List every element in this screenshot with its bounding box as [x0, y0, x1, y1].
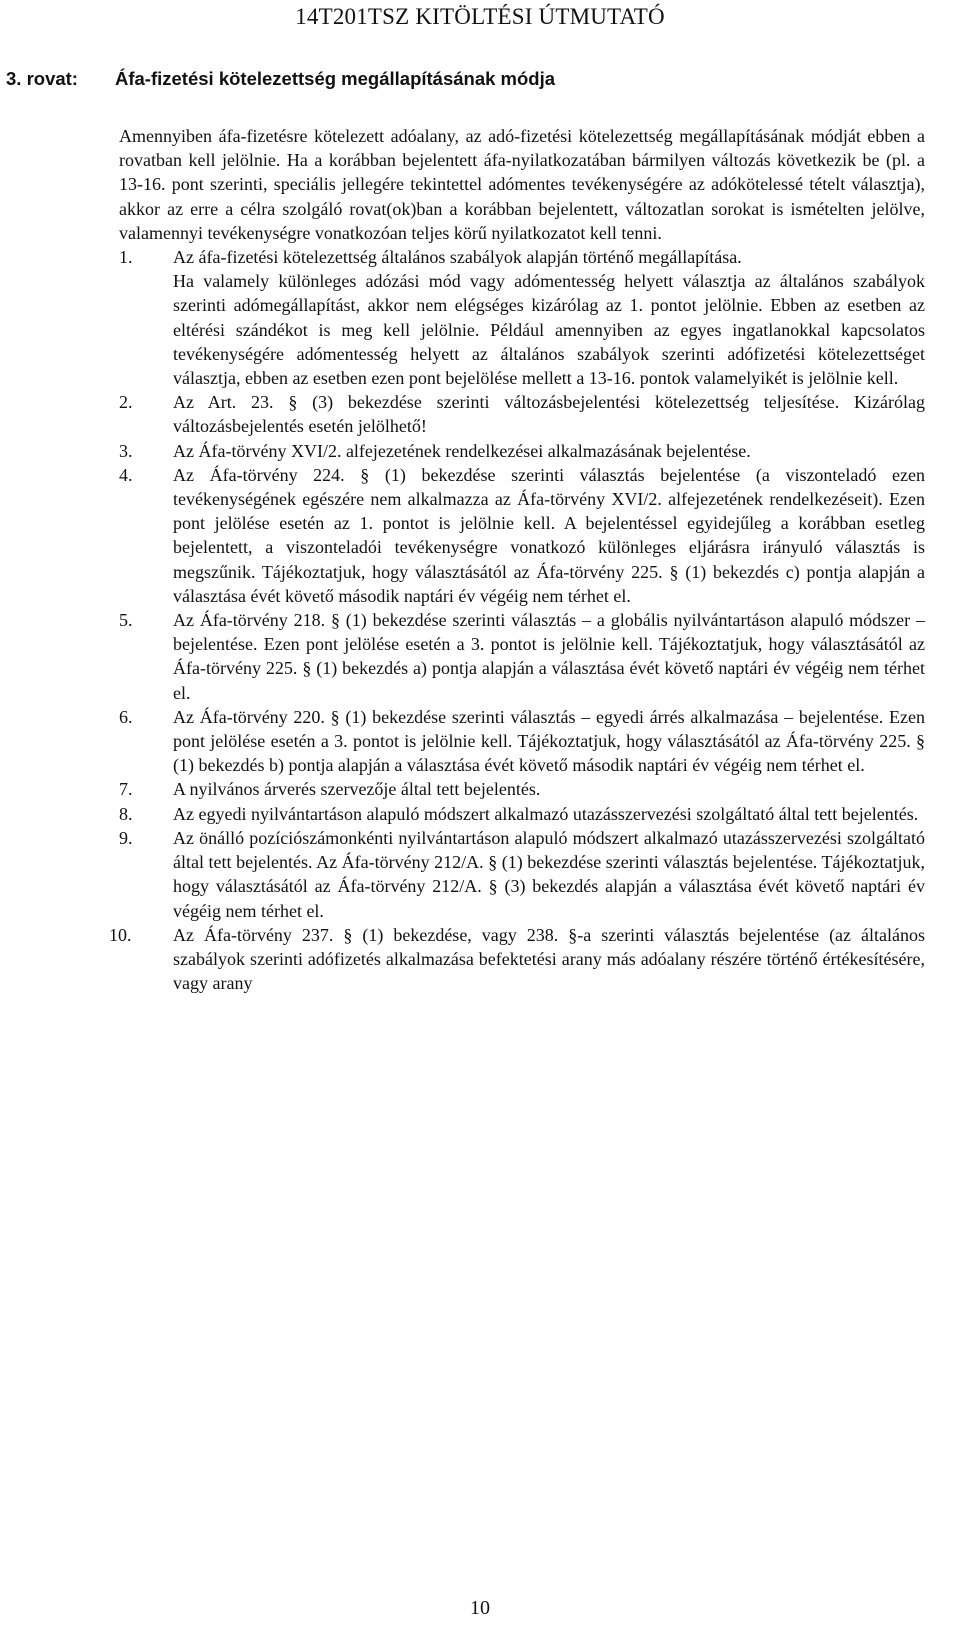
- section-title: [6, 68, 555, 90]
- list-item: [119, 463, 925, 608]
- list-item: [119, 826, 925, 923]
- item-number: 2.: [119, 392, 133, 413]
- section-number: 3. rovat:: [6, 68, 78, 89]
- item-text: Az egyedi nyilvántartáson alapuló módszert alkalmazó utazásszervezési szolgáltató által tett bejelentés.: [173, 803, 919, 824]
- item-text: Az Art. 23. § (3) bekezdése szerinti változásbejelentési kötelezettség teljesítése. Kizárólag változásbejelentés esetén jelölhető!: [173, 392, 925, 437]
- item-text: A nyilvános árverés szervezője által tett bejelentés.: [173, 779, 541, 800]
- item-text: Az Áfa-törvény 224. § (1) bekezdése szerinti választás bejelentése (a viszonteladó ezen tevékenységének egészére nem alkalmazza az Áfa-törvény XVI/2. alfejezetének rendelkezéseit). Ezen pont jelölése esetén az 1. pontot is jelölnie kell. A bejelentéssel egyidejűleg a korábban esetleg bejelentett, a viszonteladói tevékenységre vonatkozó különleges eljárásra irányuló választás is megszűnik. Tájékoztatjuk, hogy választásától az Áfa-törvény 225. § (1) bekezdés c) pontja alapján a választása évét követő második naptári év végéig nem térhet el.: [173, 464, 925, 606]
- item-text: Az Áfa-törvény XVI/2. alfejezetének rendelkezései alkalmazásának bejelentése.: [173, 440, 751, 461]
- item-number: 7.: [119, 779, 133, 800]
- list-item: [119, 705, 925, 778]
- page-number: 10: [470, 1597, 490, 1619]
- list-item: [119, 245, 925, 390]
- item-number: 8.: [119, 803, 133, 824]
- list-item: [119, 802, 925, 826]
- page-header: 14T201TSZ KITÖLTÉSI ÚTMUTATÓ: [295, 4, 665, 29]
- item-note: Ha valamely különleges adózási mód vagy adómentesség helyett választja az általános szabályok szerinti adómegállapítást, akkor nem elégséges kizárólag az 1. pontot jelölnie. Ebben az esetben az eltérési szándékot is meg kell jelölnie. Például amennyiben az egyes ingatlanokkal kapcsolatos tevékenységére adómentesség helyett az általános szabályok szerinti adófizetési kötelezettséget választja, ebben az esetben ezen pont bejelölése mellett a 13-16. pontok valamelyikét is jelölnie kell.: [173, 271, 925, 389]
- item-text: Az áfa-fizetési kötelezettség általános szabályok alapján történő megállapítása.: [173, 247, 742, 268]
- list-item: [119, 439, 925, 463]
- item-number: 3.: [119, 440, 133, 461]
- list-item: [119, 608, 925, 705]
- section-heading: Áfa-fizetési kötelezettség megállapításának módja: [115, 68, 556, 89]
- list-item: [119, 390, 925, 438]
- item-number: 5.: [119, 610, 133, 631]
- option-list: [109, 245, 925, 995]
- item-number: 6.: [119, 706, 133, 727]
- list-item: [119, 777, 925, 801]
- intro-paragraph: Amennyiben áfa-fizetésre kötelezett adóalany, az adó-fizetési kötelezettség megállapításának módját ebben a rovatban kell jelölnie. Ha a korábban bejelentett áfa-nyilatkozatában bármilyen változás következik be (pl. a 13-16. pont szerinti, speciális jellegére tekintettel adómentes tevékenységére az adókötelessé tételt választja), akkor az erre a célra szolgáló rovat(ok)ban a korábban bejelentett, változatlan sorokat is ismételten jelölve, valamennyi tevékenységre vonatkozóan teljes körű nyilatkozatot kell tenni.: [119, 126, 925, 243]
- item-text: Az Áfa-törvény 237. § (1) bekezdése, vagy 238. §-a szerinti választás bejelentése (az általános szabályok szerinti adófizetés alkalmazása befektetési arany más adóalany részére történő értékesítésére, vagy arany: [173, 924, 925, 994]
- item-number: 10.: [109, 924, 132, 945]
- item-number: 1.: [119, 247, 133, 268]
- list-item: [109, 923, 925, 996]
- section-content: [109, 124, 925, 995]
- item-number: 4.: [119, 464, 133, 485]
- item-text: Az Áfa-törvény 218. § (1) bekezdése szerinti választás – a globális nyilvántartáson alapuló módszer – bejelentése. Ezen pont jelölése esetén a 3. pontot is jelölnie kell. Tájékoztatjuk, hogy választásától az Áfa-törvény 225. § (1) bekezdés a) pontja alapján a választása évét követő naptári év végéig nem térhet el.: [173, 610, 925, 703]
- item-text: Az önálló pozíciószámonkénti nyilvántartáson alapuló módszert alkalmazó utazásszervezési szolgáltató által tett bejelentés. Az Áfa-törvény 212/A. § (1) bekezdése szerinti választás bejelentése. Tájékoztatjuk, hogy választásától az Áfa-törvény 212/A. § (3) bekezdés alapján a választása évét követő naptári év végéig nem térhet el.: [173, 827, 925, 921]
- item-text: Az Áfa-törvény 220. § (1) bekezdése szerinti választás – egyedi árrés alkalmazása – bejelentése. Ezen pont jelölése esetén a 3. pontot is jelölnie kell. Tájékoztatjuk, hogy választásától az Áfa-törvény 225. § (1) bekezdés b) pontja alapján a választása évét követő második naptári év végéig nem térhet el.: [173, 706, 925, 776]
- item-number: 9.: [119, 827, 133, 848]
